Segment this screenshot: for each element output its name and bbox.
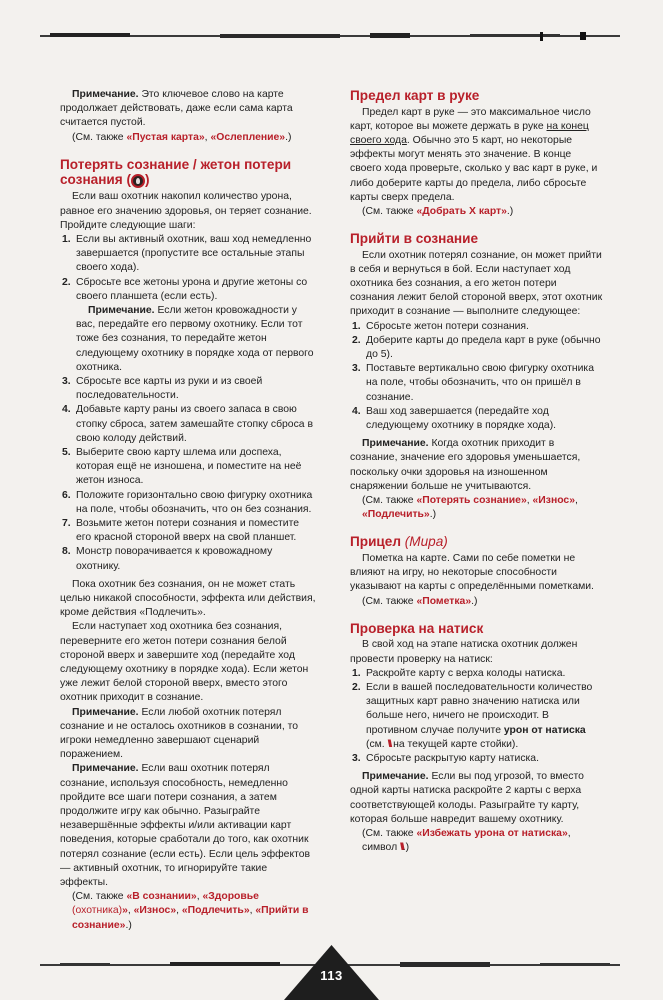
claw-icon: \\\ xyxy=(400,842,403,854)
link-heal[interactable]: «Подлечить» xyxy=(181,905,250,917)
list-item: 2. Сбросьте все жетоны урона и другие жетоны со своего планшета (если есть). xyxy=(62,276,308,302)
list-item: 3. Поставьте вертикально свою фигурку охотника на поле, чтобы обозначить, что он пришёл в сознание. xyxy=(352,363,594,403)
list-item: 2. Доберите карты до предела карт в руке (обычно до 5). xyxy=(352,334,601,361)
list-item: 7. Возьмите жетон потери сознания и поместите его красной стороной вверх на свой планшет. xyxy=(62,517,300,544)
link-avoid-onslaught-damage[interactable]: «Избежать урона от натиска» xyxy=(416,827,568,839)
note-paragraph: Примечание. Когда охотник приходит в сознание, значение его здоровья уменьшается, поскольку очки здоровья на изношенном снаряжении больше не учитываются. xyxy=(350,438,581,492)
section-title-lose-consciousness: Потерять сознание / жетон потери сознания ( ) xyxy=(60,156,292,188)
list-item: 1. Сбросьте жетон потери сознания. xyxy=(352,320,529,332)
list-item: 2. Если в вашей последовательности количество защитных карт равно значению натиска или больше него, ничего не происходит. В противном случае получите урон от натиска (см. \\\ на текущей карте стойки). xyxy=(352,681,593,750)
list-item: 3. Сбросьте раскрытую карту натиска. xyxy=(352,752,539,764)
body-paragraph: Если наступает ход охотника без сознания, переверните его жетон потери сознания белой стороной вверх и завершите ход (передайте ход следующему охотнику в порядке хода). Если жетон уже лежит белой стороной вверх, вместо этого охотник приходит в сознание. xyxy=(60,621,309,704)
list-item: 8. Монстр поворачивается к кровожадному охотнику. xyxy=(62,546,273,572)
top-border-decoration xyxy=(40,32,620,42)
section-title-sight: Прицел (Мира) xyxy=(350,534,448,550)
see-also: (См. также «Добрать X карт».) xyxy=(362,205,514,217)
list-item: 4. Ваш ход завершается (передайте ход следующему охотнику в порядке хода). xyxy=(352,405,557,432)
section-title-onslaught-check: Проверка на натиск xyxy=(350,620,484,636)
link-draw-x-cards[interactable]: «Добрать X карт» xyxy=(416,205,507,217)
section-intro: В свой ход на этапе натиска охотник должен провести проверку на натиск: xyxy=(350,639,578,665)
steps-list xyxy=(60,233,316,574)
note-paragraph: Примечание. Если ваш охотник потерял сознание, используя способность, немедленно пройдите все шаги потери сознания, а затем продолжите игру как обычно. Разыграйте незавершённые эффекты и/или активации карт поведения, которые сработали до того, как охотник потерял сознание (если есть). Если цель эффектов — активный охотник, то игнорируйте такие эффекты. xyxy=(60,763,311,889)
right-column xyxy=(350,88,603,855)
list-item: 3. Сбросьте все карты из руки и из своей последовательности. xyxy=(62,375,263,402)
see-also: (См. также «Пометка».) xyxy=(362,595,478,607)
list-item: 1. Если вы активный охотник, ваш ход немедленно завершается (пропустите все остальные этапы своего хода). xyxy=(62,233,312,274)
link-conscious[interactable]: «В сознании» xyxy=(126,891,197,903)
list-item: 4. Добавьте карту раны из своего запаса в свою стопку сброса, затем замешайте стопку сброса в свою колоду действий. xyxy=(62,404,313,444)
section-title-regain-consciousness: Прийти в сознание xyxy=(350,231,479,247)
link-empty-card[interactable]: «Пустая карта» xyxy=(126,131,205,143)
note-paragraph: Примечание. Это ключевое слово на карте продолжает действовать, даже если сама карта считается пустой. xyxy=(60,89,293,129)
claw-icon: \\\ xyxy=(387,738,391,750)
page-number: 113 xyxy=(320,968,343,983)
link-wear[interactable]: «Износ» xyxy=(133,905,177,917)
section-intro: Если ваш охотник накопил количество урона, равное его значению здоровья, он теряет сознание. Пройдите следующие шаги: xyxy=(60,191,312,231)
see-also: (См. также «В сознании», «Здоровье (охотника)», «Износ», «Подлечить», «Прийти в сознание».) xyxy=(72,891,309,931)
steps-list xyxy=(350,320,603,434)
list-item: 5. Выберите свою карту шлема или доспеха, которая ещё не изношена, и поместите на неё жетон износа. xyxy=(62,446,302,487)
note-paragraph: Примечание. Если любой охотник потерял сознание и не осталось охотников в сознании, то игроки немедленно завершают сценарий поражением. xyxy=(60,706,299,761)
body-paragraph: Предел карт в руке — это максимальное число карт, которое вы можете держать в руке на конец своего хода. Обычно это 5 карт, но некоторые эффекты могут менять это значение. В конце своего хода проверьте, сколько у вас карт в руке, и либо доберите карты до предела, либо сбросьте карты сверх предела. xyxy=(350,106,598,203)
unconscious-token-icon xyxy=(131,174,145,188)
body-paragraph: Пометка на карте. Сами по себе пометки не влияют на игру, но некоторые способности указывают на карты с определёнными пометками. xyxy=(350,552,594,593)
see-also: (См. также «Потерять сознание», «Износ», «Подлечить».) xyxy=(362,495,578,521)
link-lose-consciousness[interactable]: «Потерять сознание» xyxy=(416,495,527,507)
list-item: 6. Положите горизонтально свою фигурку охотника на поле, чтобы обозначить, что он без сознания. xyxy=(62,489,313,515)
note-paragraph: Примечание. Если вы под угрозой, то вместо одной карты натиска раскройте 2 карты с верха соответствующей колоды. Разыграйте ту карту, которая больше навредит вашему охотнику. xyxy=(350,771,584,825)
link-regain-consciousness[interactable]: «Прийти в сознание» xyxy=(72,905,309,931)
left-column xyxy=(60,88,316,933)
section-title-hand-limit: Предел карт в руке xyxy=(350,88,480,103)
body-paragraph: Пока охотник без сознания, он не может стать целью никакой способности, эффекта или действия, кроме действия «Подлечить». xyxy=(60,578,316,619)
section-intro: Если охотник потерял сознание, он может прийти в себя и вернуться в бой. Если наступает ход охотника без сознания, а его жетон потери сознания лежит белой стороной вверх, этот охотник приходит в сознание — выполните следующее: xyxy=(350,249,603,318)
link-blindness[interactable]: «Ослепление» xyxy=(210,131,286,143)
link-mark[interactable]: «Пометка» xyxy=(416,595,472,607)
link-heal[interactable]: «Подлечить» xyxy=(362,509,430,521)
list-item: 1. Раскройте карту с верха колоды натиска. xyxy=(352,667,566,679)
list-item-note: Примечание. Если жетон кровожадности у вас, передайте его первому охотнику. Если тот тоже без сознания, то передайте жетон следующему охотнику в порядке хода от первого охотника. xyxy=(76,304,314,373)
see-also: (См. также «Пустая карта», «Ослепление».) xyxy=(72,131,292,143)
link-wear[interactable]: «Износ» xyxy=(532,495,575,507)
see-also: (См. также «Избежать урона от натиска», символ \\\.) xyxy=(362,827,571,854)
steps-list xyxy=(350,667,603,766)
link-health[interactable]: «Здоровье (охотника)» xyxy=(72,891,259,917)
